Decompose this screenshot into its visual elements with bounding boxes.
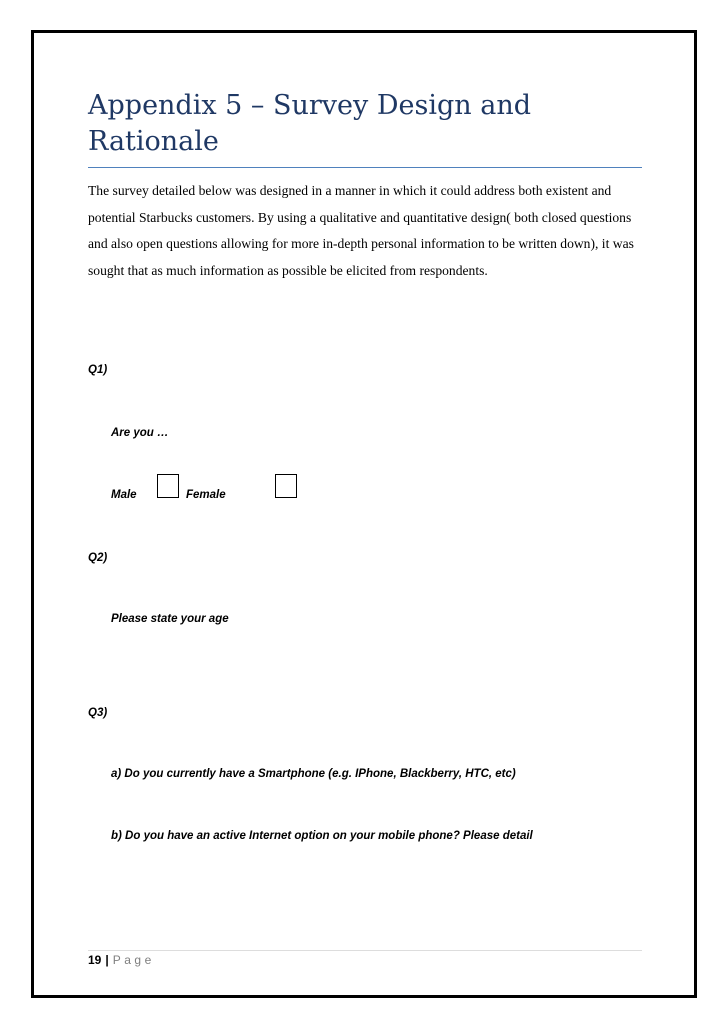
- intro-paragraph: The survey detailed below was designed in a manner in which it could address both existent and potential Starbucks customers. By using a qualitative and quantitative design( both closed questions and also open questions allowing for more in-depth personal information to be written down), it was sought that as much information as possible be elicited from respondents.: [88, 183, 634, 278]
- female-checkbox[interactable]: [275, 474, 297, 498]
- footer-separator: |: [105, 953, 109, 967]
- page-footer: [88, 953, 155, 967]
- q1-option-female-label: Female: [186, 489, 226, 501]
- title-underline: [88, 167, 642, 168]
- q1-prompt: Are you …: [111, 427, 169, 439]
- page-border: [31, 30, 697, 998]
- male-checkbox[interactable]: [157, 474, 179, 498]
- q3-label: Q3): [88, 707, 108, 719]
- q3-part-b: b) Do you have an active Internet option on your mobile phone? Please detail: [111, 830, 533, 842]
- page-word: Page: [112, 953, 155, 967]
- page-title: Appendix 5 – Survey Design and Rationale: [88, 90, 532, 157]
- q1-label: Q1): [88, 364, 108, 376]
- q3-part-a: a) Do you currently have a Smartphone (e.g. IPhone, Blackberry, HTC, etc): [111, 768, 516, 780]
- q2-prompt: Please state your age: [111, 613, 229, 625]
- footer-divider: [88, 950, 642, 951]
- q2-label: Q2): [88, 552, 108, 564]
- page-number: 19: [88, 953, 102, 967]
- q1-option-male-label: Male: [111, 489, 137, 501]
